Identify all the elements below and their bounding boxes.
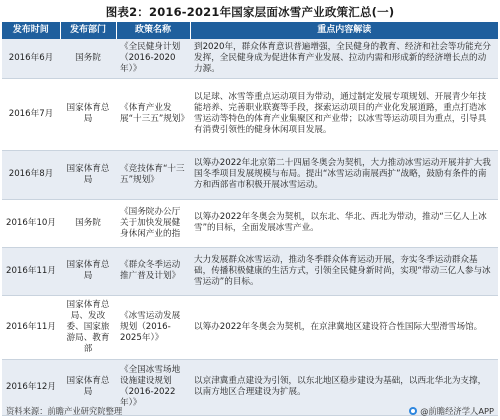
cell-dept: 国家体育总局 (60, 247, 116, 295)
cell-time: 2016年11月 (2, 247, 60, 295)
cell-content: 以筹办2022年北京第二十四届冬奥会为契机，大力推动冰雪运动开展并扩大我国冬季项目发展规模与布局。提出“冰雪运动南展西扩”战略，鼓励有条件的南方和西部省市积极开展冰雪运动。 (190, 150, 498, 199)
source-text: 资料来源：前瞻产业研究院整理 (6, 406, 123, 416)
cell-dept: 国务院 (60, 39, 116, 78)
cell-policy-name: 《竞技体育“十三五”规划》 (116, 150, 190, 199)
cell-dept: 国家体育总局 (60, 78, 116, 150)
cell-content: 大力发展群众冰雪运动，推动冬季群众体育运动开展，夯实冬季运动群众基础，传播积极健康的生活方式，引领全民健身新时尚，实现“带动三亿人参与冰雪运动”的目标。 (190, 247, 498, 295)
cell-policy-name: 《全国冰雪场地设施建设规划（2016-2022年）》 (116, 359, 190, 415)
table-row (2, 295, 498, 359)
table-row (2, 150, 498, 199)
header-dept: 发布部门 (60, 22, 116, 39)
cell-dept: 国务院 (60, 199, 116, 247)
cell-content: 以京津冀重点建设为引领，以东北地区稳步建设为基础，以西北华北为支撑，以南方地区合理建设为扩展。 (190, 359, 498, 415)
footer (6, 405, 494, 417)
policy-table (2, 22, 498, 416)
cell-time: 2016年11月 (2, 295, 60, 359)
table-row (2, 39, 498, 78)
cell-time: 2016年10月 (2, 199, 60, 247)
table-row (2, 199, 498, 247)
cell-policy-name: 《国务院办公厅关于加快发展健身休闲产业的指 (116, 199, 190, 247)
cell-policy-name: 《全民健身计划（2016-2020年）》 (116, 39, 190, 78)
brand-text: @前瞻经济学人APP (420, 406, 494, 416)
cell-content: 以筹办2022年冬奥会为契机，以东北、华北、西北为带动，推动“三亿人上冰雪”的目标，全面发展冰雪产业。 (190, 199, 498, 247)
cell-content: 以足球、冰雪等重点运动项目为带动，通过制定发展专项规划、开展青少年技能培养、完善职业联赛等手段，探索运动项目的产业化发展道路，重点打造冰雪运动等特色的体育产业集聚区和产业带；以冰雪等运动项目为重点，引导具有消费引领性的健身休闲项目发展。 (190, 78, 498, 150)
source-note (6, 405, 122, 417)
cell-dept: 国家体育总局 (60, 359, 116, 415)
cell-dept: 国家体育总局、发改委、国家旅游局、教育部 (60, 295, 116, 359)
cell-time: 2016年12月 (2, 359, 60, 415)
table-row (2, 247, 498, 295)
cell-policy-name: 《群众冬季运动推广普及计划》 (116, 247, 190, 295)
cell-time: 2016年8月 (2, 150, 60, 199)
header-content: 重点内容解读 (190, 22, 498, 39)
cell-time: 2016年6月 (2, 39, 60, 78)
cell-content: 到2020年，群众体育意识普遍增强，全民健身的教育、经济和社会等功能充分发挥，全民健身成为促进体育产业发展、拉动内需和形成新的经济增长点的动力源。 (190, 39, 498, 78)
cell-content: 以筹办2022年冬奥会为契机，在京津冀地区建设符合性国际大型滑雪场馆。 (190, 295, 498, 359)
brand-logo-icon (409, 407, 417, 415)
header-name: 政策名称 (116, 22, 190, 39)
table-header-row (2, 22, 498, 39)
cell-policy-name: 《冰雪运动发展规划（2016-2025年）》 (116, 295, 190, 359)
table-row (2, 78, 498, 150)
header-time: 发布时间 (2, 22, 60, 39)
cell-policy-name: 《体育产业发展“十三五”规划》 (116, 78, 190, 150)
cell-time: 2016年7月 (2, 78, 60, 150)
chart-title: 图表2：2016-2021年国家层面冰雪产业政策汇总(一) (105, 5, 395, 19)
cell-dept: 国家体育总局 (60, 150, 116, 199)
brand-mark (409, 405, 494, 417)
